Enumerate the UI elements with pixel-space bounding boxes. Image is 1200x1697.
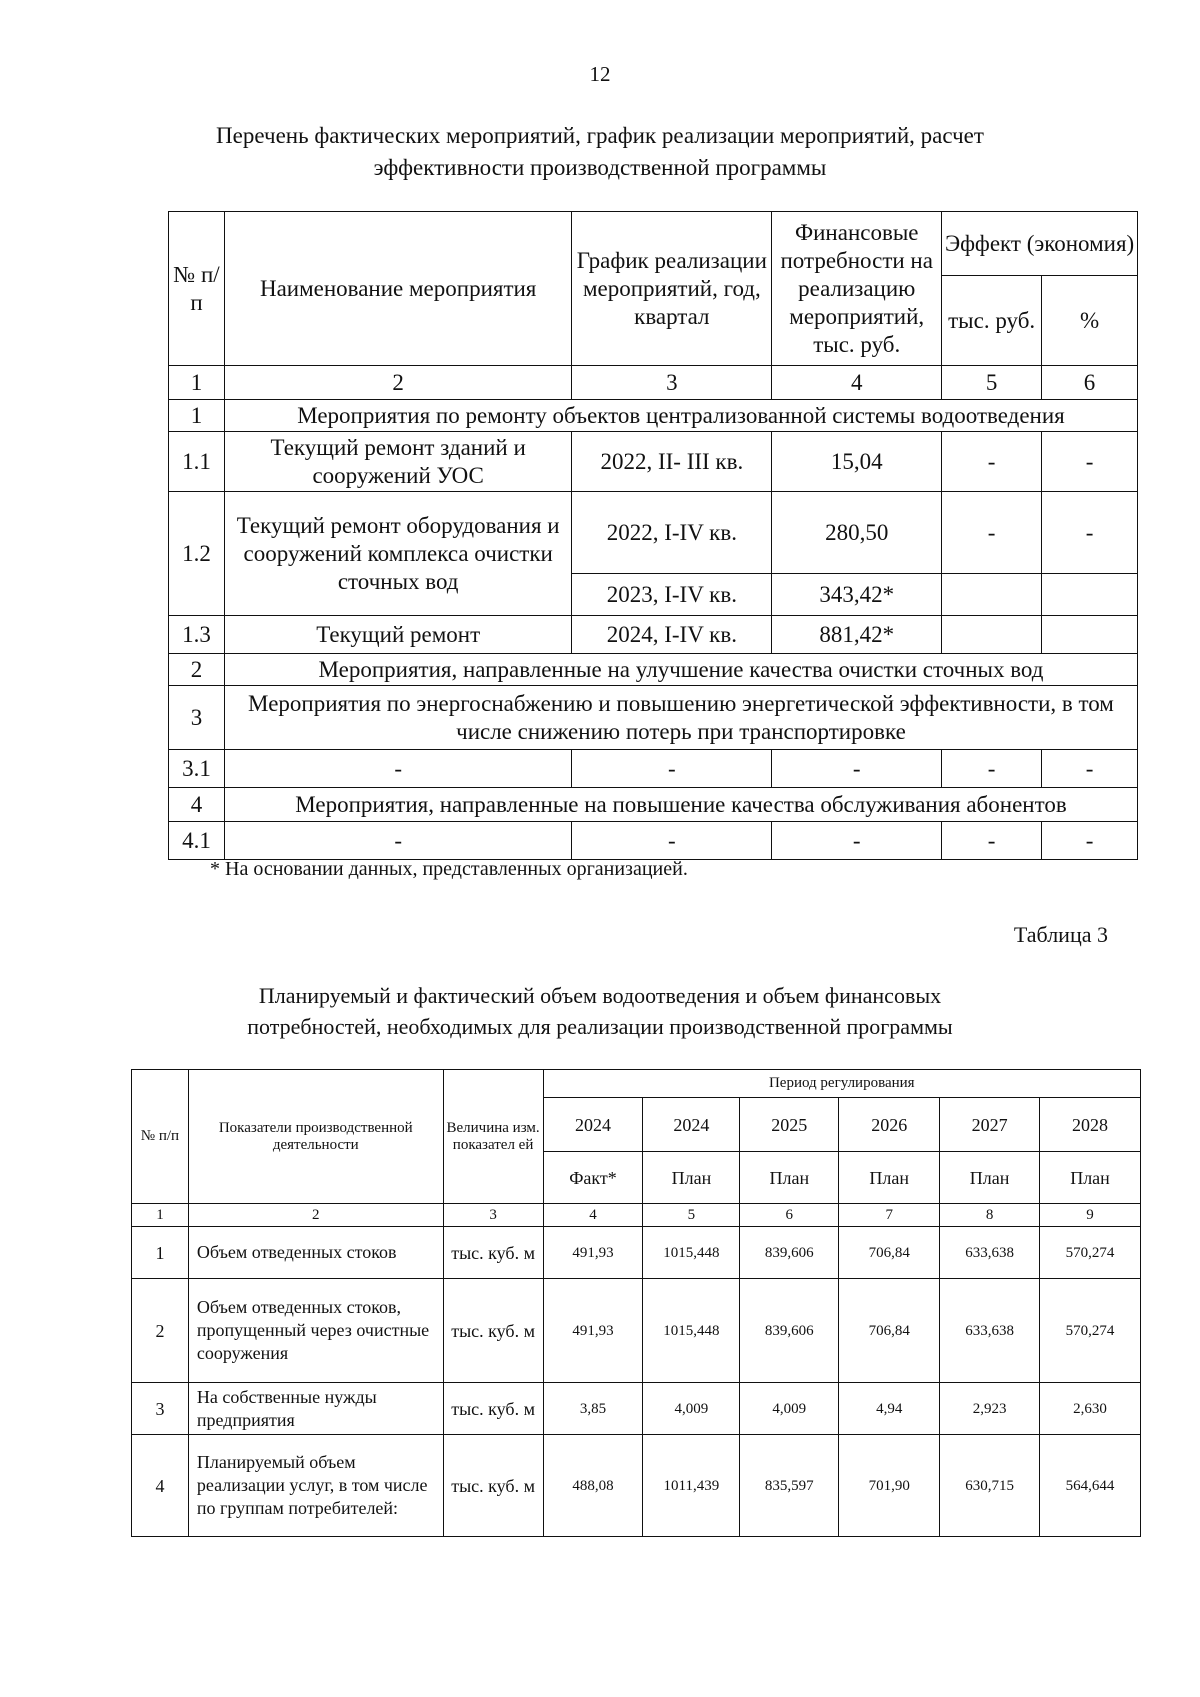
- header-effect: Эффект (экономия): [942, 212, 1138, 276]
- t3-header-period: Период регулирования: [543, 1070, 1140, 1098]
- row-num: 1.3: [169, 616, 225, 654]
- table-row: [132, 1435, 1141, 1537]
- row-name: -: [224, 750, 571, 788]
- col-number: 3: [443, 1204, 543, 1227]
- row-schedule: 2022, II- III кв.: [572, 432, 772, 492]
- row-unit: тыс. куб. м: [443, 1435, 543, 1537]
- row-value: 4,94: [839, 1383, 940, 1435]
- row-value: 706,84: [839, 1279, 940, 1383]
- table3-title-line1: Планируемый и фактический объем водоотведения и объем финансовых: [258, 983, 942, 1008]
- table3-title-line2: потребностей, необходимых для реализации производственной программы: [247, 1014, 953, 1039]
- table-row: [169, 432, 1138, 492]
- col-number: 2: [188, 1204, 443, 1227]
- row-effect-rub: -: [942, 822, 1042, 860]
- section-row: [169, 788, 1138, 822]
- row-value: 491,93: [543, 1279, 643, 1383]
- section-num: 3: [169, 686, 225, 750]
- t3-header-year: 2026: [839, 1098, 940, 1152]
- t3-header-year: 2027: [940, 1098, 1040, 1152]
- row-schedule: 2022, I-IV кв.: [572, 492, 772, 574]
- table1-title-line1: Перечень фактических мероприятий, график реализации мероприятий, расчет: [216, 123, 984, 148]
- table3-title: [120, 980, 1080, 1042]
- row-name: Текущий ремонт зданий и сооружений УОС: [224, 432, 571, 492]
- t3-column-numbers-row: [132, 1204, 1141, 1227]
- row-value: 3,85: [543, 1383, 643, 1435]
- t3-header-kind: План: [940, 1152, 1040, 1204]
- table-row: [169, 616, 1138, 654]
- row-num: 4: [132, 1435, 189, 1537]
- table-row: [132, 1383, 1141, 1435]
- header-schedule: График реализации мероприятий, год, квартал: [572, 212, 772, 366]
- col-number: 4: [772, 366, 942, 400]
- row-finance: 343,42*: [772, 574, 942, 616]
- row-value: 4,009: [740, 1383, 839, 1435]
- col-number: 6: [740, 1204, 839, 1227]
- row-num: 3: [132, 1383, 189, 1435]
- row-effect-pct-empty: [1042, 616, 1138, 654]
- row-value: 701,90: [839, 1435, 940, 1537]
- t3-header-kind: План: [1040, 1152, 1141, 1204]
- page-number: 12: [589, 62, 611, 86]
- row-name: Текущий ремонт: [224, 616, 571, 654]
- table-row: [132, 1227, 1141, 1279]
- row-effect-pct-empty: [1042, 574, 1138, 616]
- row-value: 2,630: [1040, 1383, 1141, 1435]
- col-number: 7: [839, 1204, 940, 1227]
- t3-header-unit: Величина изм. показател ей: [443, 1070, 543, 1204]
- t3-header-year: 2025: [740, 1098, 839, 1152]
- row-schedule: 2024, I-IV кв.: [572, 616, 772, 654]
- row-schedule: 2023, I-IV кв.: [572, 574, 772, 616]
- table1-title: [120, 120, 1080, 184]
- col-number: 3: [572, 366, 772, 400]
- t3-header-kind: План: [740, 1152, 839, 1204]
- row-effect-rub-empty: [942, 616, 1042, 654]
- row-num: 1: [132, 1227, 189, 1279]
- row-finance: 15,04: [772, 432, 942, 492]
- section-num: 2: [169, 654, 225, 686]
- volume-table: [131, 1069, 1141, 1537]
- row-schedule: -: [572, 822, 772, 860]
- row-effect-pct: -: [1042, 750, 1138, 788]
- row-num: 3.1: [169, 750, 225, 788]
- section-title: Мероприятия, направленные на повышение качества обслуживания абонентов: [224, 788, 1137, 822]
- col-number: 1: [132, 1204, 189, 1227]
- section-num: 4: [169, 788, 225, 822]
- table-row: [169, 822, 1138, 860]
- col-number: 9: [1040, 1204, 1141, 1227]
- row-indicator: Планируемый объем реализации услуг, в том числе по группам потребителей:: [188, 1435, 443, 1537]
- section-row: [169, 686, 1138, 750]
- section-num: 1: [169, 400, 225, 432]
- row-finance: -: [772, 822, 942, 860]
- row-value: 839,606: [740, 1227, 839, 1279]
- col-number: 1: [169, 366, 225, 400]
- row-schedule: -: [572, 750, 772, 788]
- header-name: Наименование мероприятия: [224, 212, 571, 366]
- t3-header-kind: План: [839, 1152, 940, 1204]
- section-row: [169, 654, 1138, 686]
- row-value: 570,274: [1040, 1227, 1141, 1279]
- row-finance: -: [772, 750, 942, 788]
- row-effect-rub: -: [942, 750, 1042, 788]
- table3-label: Таблица 3: [1013, 922, 1108, 947]
- col-number: 4: [543, 1204, 643, 1227]
- t3-header-year: 2024: [643, 1098, 740, 1152]
- row-value: 706,84: [839, 1227, 940, 1279]
- section-row: [169, 400, 1138, 432]
- row-unit: тыс. куб. м: [443, 1279, 543, 1383]
- activities-table: [168, 211, 1138, 860]
- t3-header-year: 2028: [1040, 1098, 1141, 1152]
- row-indicator: На собственные нужды предприятия: [188, 1383, 443, 1435]
- header-finance: Финансовые потребности на реализацию мероприятий, тыс. руб.: [772, 212, 942, 366]
- row-name: -: [224, 822, 571, 860]
- row-value: 488,08: [543, 1435, 643, 1537]
- t3-header-year: 2024: [543, 1098, 643, 1152]
- table-row: [169, 750, 1138, 788]
- header-effect-pct: %: [1042, 276, 1138, 366]
- section-title: Мероприятия по ремонту объектов централизованной системы водоотведения: [224, 400, 1137, 432]
- row-value: 570,274: [1040, 1279, 1141, 1383]
- col-number: 5: [643, 1204, 740, 1227]
- row-value: 1011,439: [643, 1435, 740, 1537]
- row-finance: 881,42*: [772, 616, 942, 654]
- row-num: 1.2: [169, 492, 225, 616]
- t3-header-indicator: Показатели производственной деятельности: [188, 1070, 443, 1204]
- row-effect-pct: -: [1042, 822, 1138, 860]
- row-value: 2,923: [940, 1383, 1040, 1435]
- table-row: [169, 492, 1138, 574]
- section-title: Мероприятия, направленные на улучшение качества очистки сточных вод: [224, 654, 1137, 686]
- row-value: 633,638: [940, 1227, 1040, 1279]
- header-effect-rub: тыс. руб.: [942, 276, 1042, 366]
- row-value: 564,644: [1040, 1435, 1141, 1537]
- row-unit: тыс. куб. м: [443, 1227, 543, 1279]
- row-value: 1015,448: [643, 1227, 740, 1279]
- row-effect-pct: -: [1042, 492, 1138, 574]
- row-value: 491,93: [543, 1227, 643, 1279]
- t3-header-num: № п/п: [132, 1070, 189, 1204]
- row-unit: тыс. куб. м: [443, 1383, 543, 1435]
- row-value: 839,606: [740, 1279, 839, 1383]
- row-effect-rub: -: [942, 492, 1042, 574]
- table-row: [132, 1279, 1141, 1383]
- row-indicator: Объем отведенных стоков: [188, 1227, 443, 1279]
- column-numbers-row: [169, 366, 1138, 400]
- row-effect-rub-empty: [942, 574, 1042, 616]
- col-number: 6: [1042, 366, 1138, 400]
- row-value: 633,638: [940, 1279, 1040, 1383]
- row-value: 835,597: [740, 1435, 839, 1537]
- row-value: 1015,448: [643, 1279, 740, 1383]
- row-finance: 280,50: [772, 492, 942, 574]
- col-number: 8: [940, 1204, 1040, 1227]
- row-value: 630,715: [940, 1435, 1040, 1537]
- table1-footnote: * На основании данных, представленных организацией.: [210, 858, 688, 880]
- table1-title-line2: эффективности производственной программы: [373, 155, 827, 180]
- row-num: 4.1: [169, 822, 225, 860]
- col-number: 2: [224, 366, 571, 400]
- row-indicator: Объем отведенных стоков, пропущенный через очистные сооружения: [188, 1279, 443, 1383]
- row-num: 2: [132, 1279, 189, 1383]
- t3-header-kind: План: [643, 1152, 740, 1204]
- row-effect-rub: -: [942, 432, 1042, 492]
- row-effect-pct: -: [1042, 432, 1138, 492]
- header-num: № п/ п: [169, 212, 225, 366]
- row-name: Текущий ремонт оборудования и сооружений комплекса очистки сточных вод: [224, 492, 571, 616]
- t3-header-kind: Факт*: [543, 1152, 643, 1204]
- section-title: Мероприятия по энергоснабжению и повышению энергетической эффективности, в том числе снижению потерь при транспортировке: [224, 686, 1137, 750]
- col-number: 5: [942, 366, 1042, 400]
- row-value: 4,009: [643, 1383, 740, 1435]
- row-num: 1.1: [169, 432, 225, 492]
